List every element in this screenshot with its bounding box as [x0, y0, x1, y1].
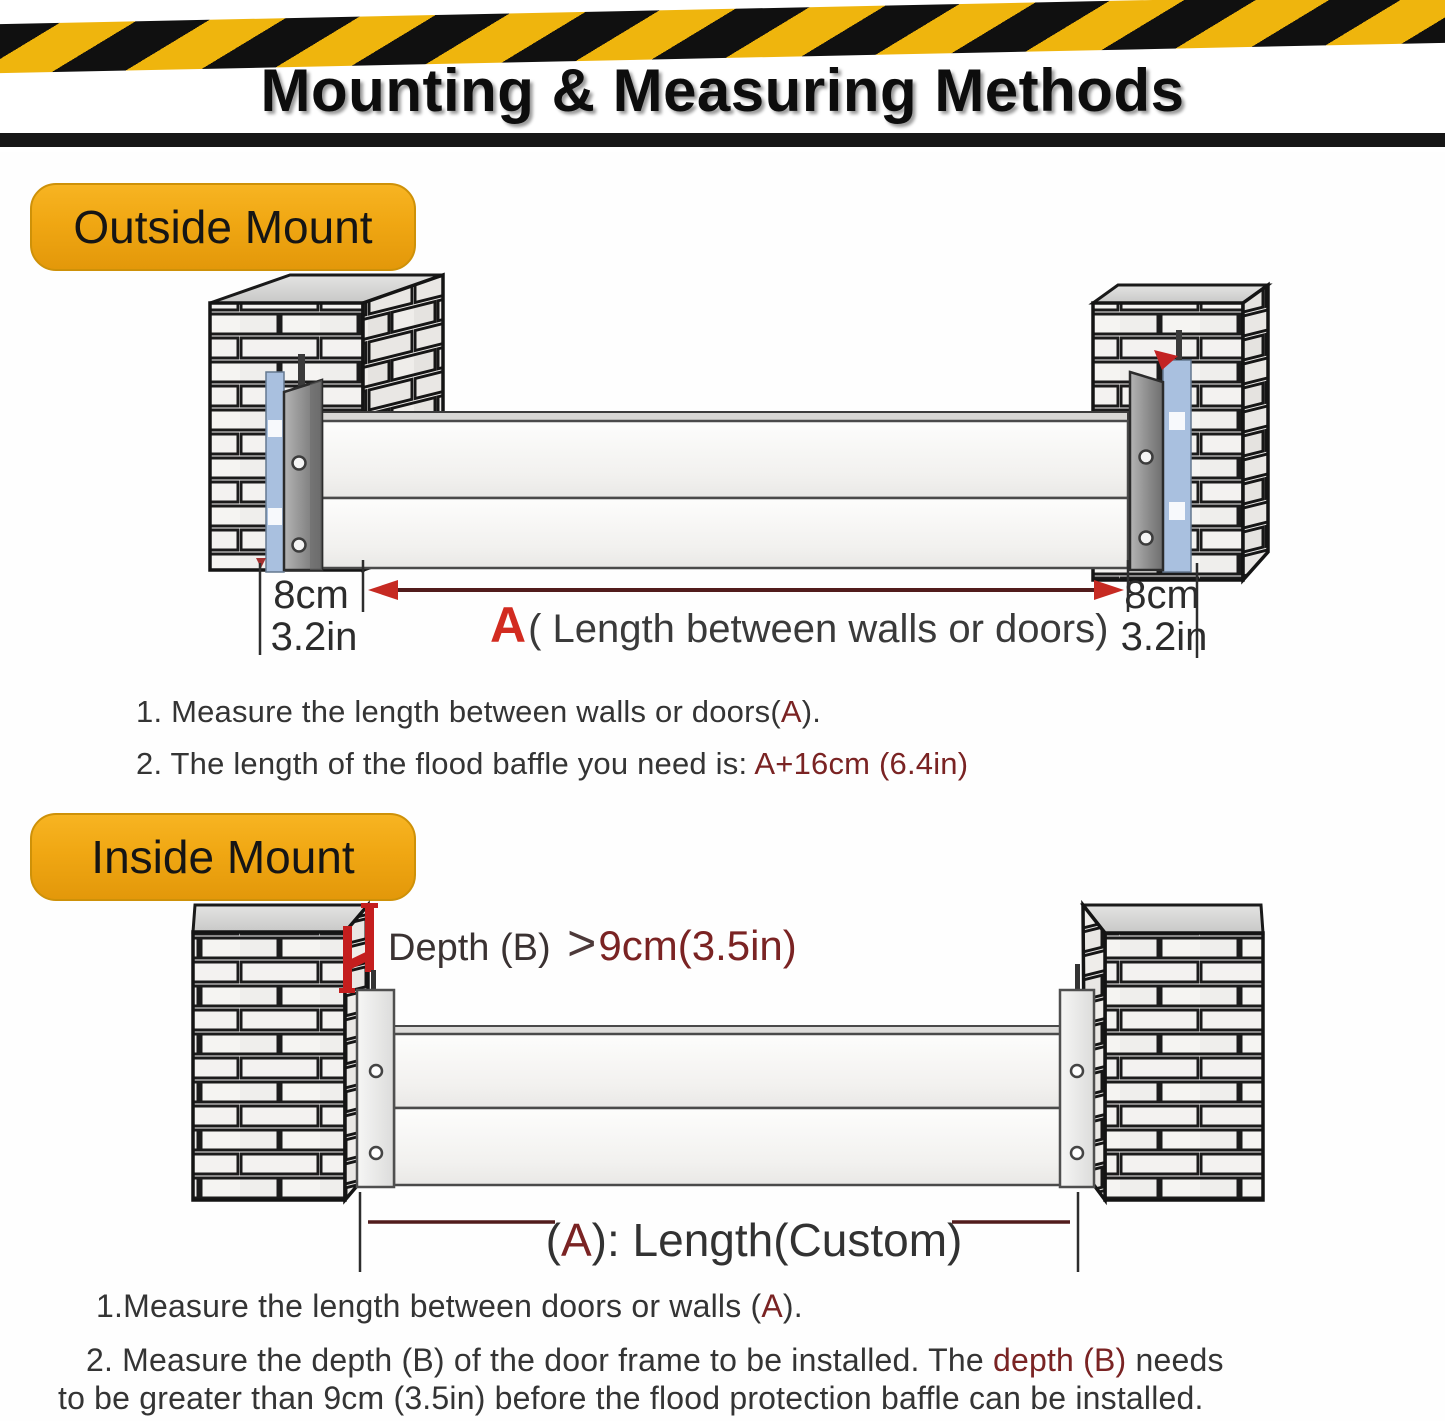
depth-value: 9cm(3.5in) — [598, 922, 797, 969]
length-post: ): Length(Custom) — [591, 1214, 963, 1266]
depth-label — [388, 915, 797, 971]
step-text: ). — [782, 1288, 803, 1324]
right-offset-cm: 8cm — [1124, 573, 1200, 617]
arrow-head-left-icon — [368, 580, 398, 600]
banner-divider — [0, 133, 1445, 147]
step-text: 2. Measure the depth (B) of the door frame to be installed. The — [86, 1342, 993, 1378]
anchor-bolt — [298, 354, 305, 386]
step-text: 1. Measure the length between walls or doors( — [136, 694, 781, 729]
outside-step-2 — [136, 746, 968, 782]
span-a-desc: ( Length between walls or doors) — [528, 607, 1109, 651]
flood-barrier-outside — [322, 412, 1128, 568]
inside-dimension — [360, 1192, 1078, 1272]
right-offset-in: 3.2in — [1120, 615, 1208, 659]
screw-hole — [293, 457, 306, 470]
span-a: A — [490, 597, 527, 653]
inside-right-pillar — [1083, 905, 1263, 1200]
step-text: 2. The length of the flood baffle you need is: — [136, 746, 755, 781]
inside-right-channel — [1060, 964, 1094, 1187]
step-text: 1.Measure the length between doors or walls ( — [96, 1288, 762, 1324]
step-em: depth (B) — [992, 1342, 1127, 1378]
left-offset-cm: 8cm — [273, 573, 349, 617]
outside-dimension — [256, 558, 1207, 659]
seal-strip — [1163, 360, 1191, 572]
anchor-bolt — [1176, 330, 1182, 360]
step-em: A — [761, 1288, 783, 1324]
depth-text: Depth (B) — [388, 927, 562, 969]
page-title: Mounting & Measuring Methods — [260, 57, 1185, 124]
greater-than-sign: > — [567, 915, 597, 971]
arrow-head-right-icon — [1094, 580, 1124, 600]
screw-hole — [1140, 532, 1153, 545]
inside-step-1 — [96, 1288, 803, 1325]
step-text: to be greater than 9cm (3.5in) before the flood protection baffle can be installed. — [58, 1380, 1204, 1416]
length-a: A — [560, 1214, 592, 1266]
hazard-banner — [0, 0, 1445, 152]
screw-hole — [1071, 1147, 1083, 1159]
inside-step-2 — [86, 1342, 1224, 1379]
outside-step-1 — [136, 694, 821, 730]
step-em: A — [780, 694, 802, 729]
step-text: needs — [1126, 1342, 1224, 1378]
custom-length-label — [546, 1214, 963, 1266]
flood-barrier-inside — [394, 1026, 1061, 1185]
step-em: A+16cm (6.4in) — [754, 746, 969, 781]
outside-mount-badge: Outside Mount — [30, 183, 416, 271]
seal-strip — [266, 372, 284, 572]
screw-hole — [370, 1147, 382, 1159]
screw-hole — [1071, 1065, 1083, 1077]
outside-mount-diagram — [0, 268, 1445, 673]
length-pre: ( — [545, 1214, 561, 1266]
screw-hole — [1140, 451, 1153, 464]
left-offset-in: 3.2in — [270, 615, 358, 659]
step-text: ). — [801, 694, 822, 729]
inside-mount-diagram — [0, 895, 1445, 1280]
inside-left-channel — [357, 970, 394, 1187]
inside-step-2-continued — [58, 1380, 1204, 1417]
inside-mount-badge: Inside Mount — [30, 813, 416, 901]
span-length-label — [490, 597, 1108, 653]
screw-hole — [370, 1065, 382, 1077]
anchor-bolt — [1075, 964, 1080, 990]
screw-hole — [293, 539, 306, 552]
anchor-bolt — [371, 970, 376, 992]
inside-left-pillar — [193, 905, 368, 1200]
